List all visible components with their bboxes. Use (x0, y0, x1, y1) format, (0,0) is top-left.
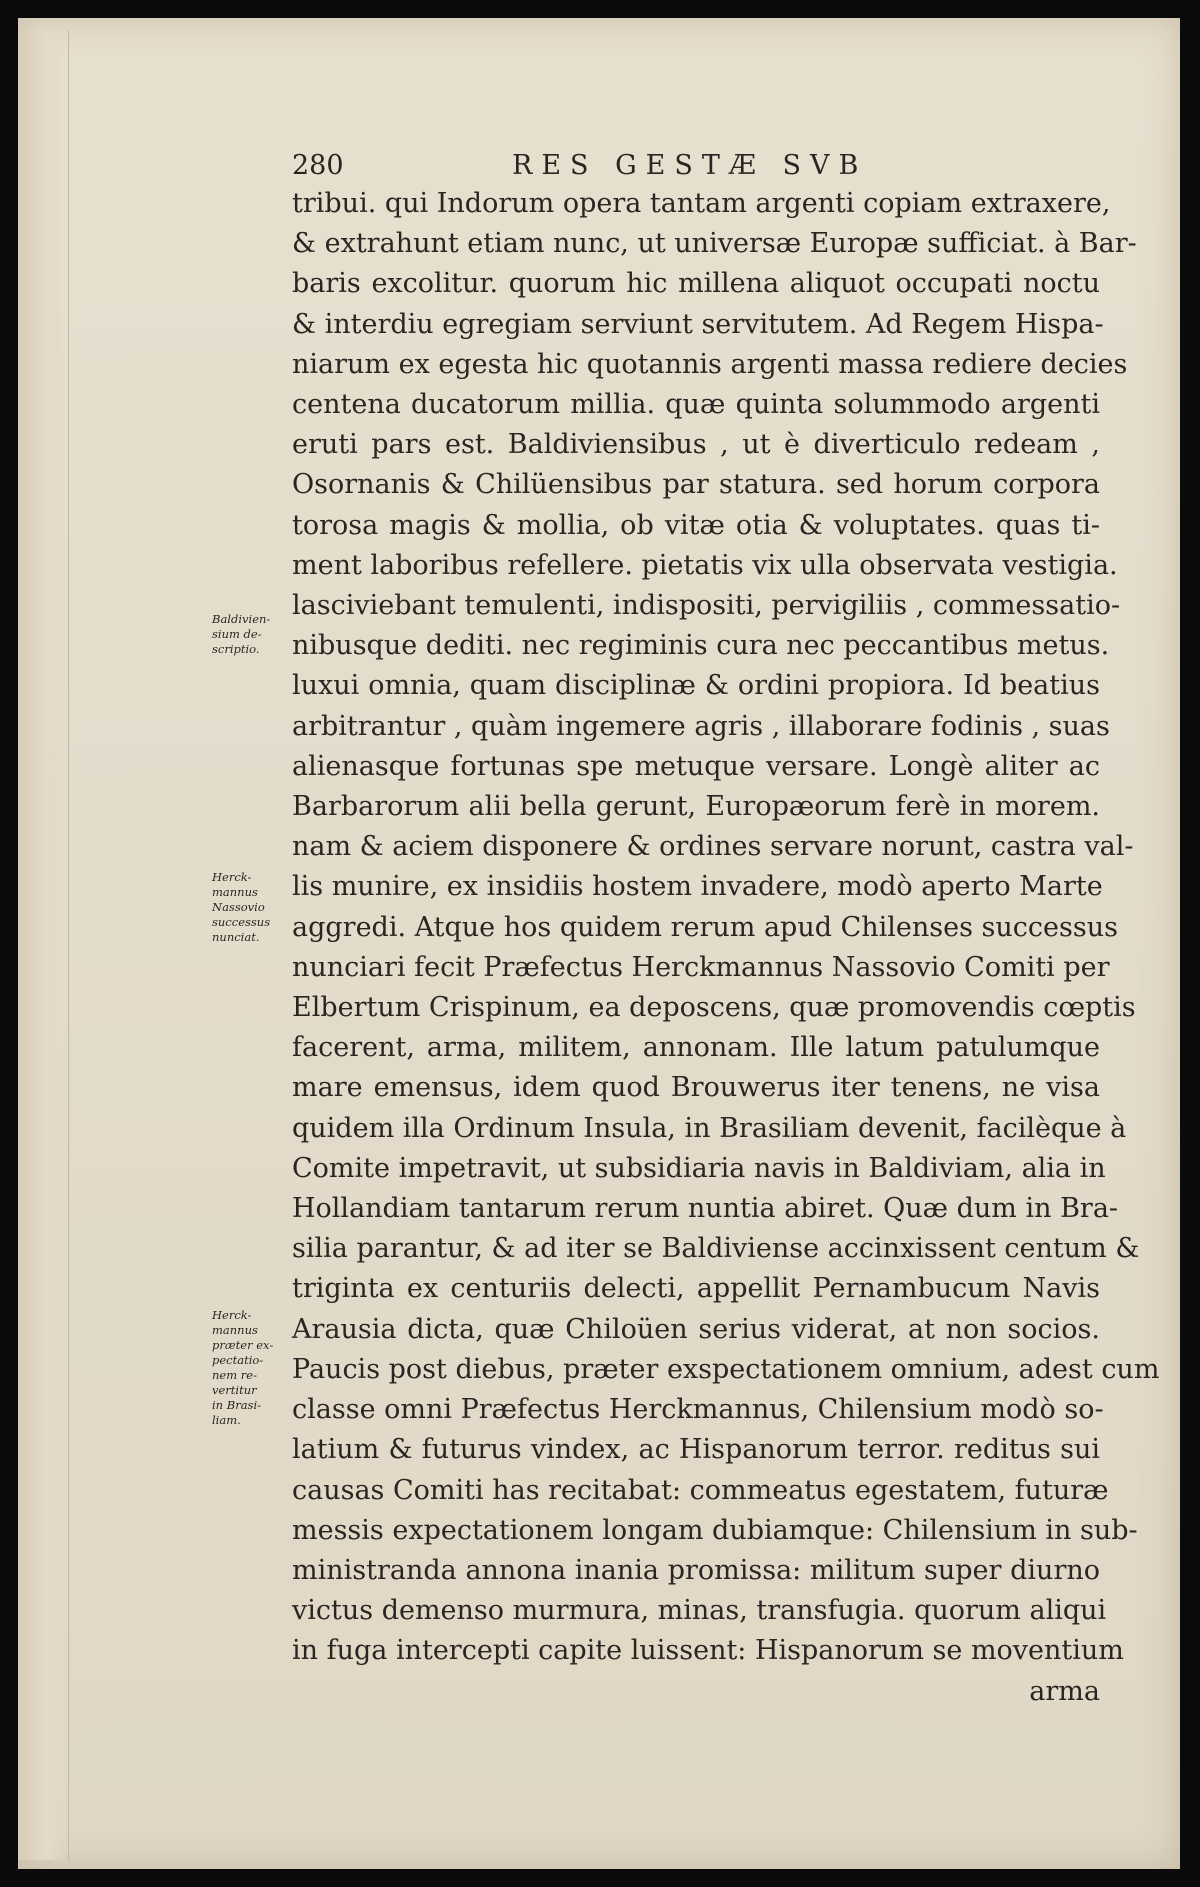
margin-note (212, 870, 290, 945)
margin-note-line: Nassovio (212, 900, 265, 914)
margin-note (212, 1308, 290, 1428)
margin-note-line: mannus (212, 885, 258, 899)
text-line: triginta ex centuriis delecti, appellit Pernambucum Navis (292, 1273, 1100, 1305)
text-line: alienasque fortunas spe metuque versare. Longè aliter ac (292, 750, 1100, 782)
text-line: nunciari fecit Præfectus Herckmannus Nassovio Comiti per (292, 951, 1110, 983)
text-line: Barbarorum alii bella gerunt, Europæorum ferè in morem. (292, 791, 1100, 823)
text-line: mare emensus, idem quod Brouwerus iter tenens, ne visa (292, 1072, 1100, 1104)
text-line: nibusque dediti. nec regiminis cura nec peccantibus metus. (292, 630, 1110, 662)
text-line: arbitrantur , quàm ingemere agris , illaborare fodinis , suas (292, 710, 1110, 742)
text-line: classe omni Præfectus Herckmannus, Chilensium modò so- (292, 1394, 1104, 1426)
margin-note-line: præter ex- (212, 1338, 274, 1352)
text-line: Osornanis & Chilüensibus par statura. sed horum corpora (292, 469, 1100, 501)
margin-note-line: nunciat. (212, 930, 260, 944)
page-number: 280 (292, 150, 344, 181)
body-text (292, 184, 1160, 1712)
margin-note-line: Herck- (212, 1308, 252, 1322)
text-line: latium & futurus vindex, ac Hispanorum terror. reditus sui (292, 1434, 1100, 1466)
text-line: baris excolitur. quorum hic millena aliquot occupati noctu (292, 268, 1100, 300)
text-line: lis munire, ex insidiis hostem invadere, modò aperto Marte (292, 871, 1103, 903)
text-line: ministranda annona inania promissa: militum super diurno (292, 1554, 1100, 1586)
text-line: messis expectationem longam dubiamque: Chilensium in sub- (292, 1514, 1138, 1546)
catchword: arma (1029, 1675, 1100, 1707)
text-line: torosa magis & mollia, ob vitæ otia & voluptates. quas ti- (292, 509, 1100, 541)
margin-note-line: successus (212, 915, 271, 929)
text-line: Elbertum Crispinum, ea deposcens, quæ promovendis cœptis (292, 992, 1136, 1024)
running-head: RES GESTÆ SVB (512, 150, 868, 181)
margin-note-line: in Brasi- (212, 1398, 262, 1412)
text-line: lasciviebant temulenti, indispositi, pervigiliis , commessatio- (292, 590, 1121, 622)
text-line: & extrahunt etiam nunc, ut universæ Europæ sufficiat. à Bar- (292, 228, 1137, 260)
margin-note-line: scriptio. (212, 642, 260, 656)
text-line: niarum ex egesta hic quotannis argenti massa rediere decies (292, 348, 1128, 380)
page-edge (18, 30, 69, 1860)
text-line: tribui. qui Indorum opera tantam argenti copiam extraxere, (292, 188, 1111, 219)
margin-note-line: mannus (212, 1323, 258, 1337)
text-line: nam & aciem disponere & ordines servare norunt, castra val- (292, 831, 1134, 863)
margin-note-line: Herck- (212, 870, 252, 884)
text-line: eruti pars est. Baldiviensibus , ut è diverticulo redeam , (292, 429, 1100, 461)
text-line: silia parantur, & ad iter se Baldiviense accinxissent centum & (292, 1233, 1140, 1265)
text-line: Paucis post diebus, præter exspectationem omnium, adest cum (292, 1353, 1160, 1385)
text-line: Arausia dicta, quæ Chiloüen serius viderat, at non socios. (292, 1313, 1100, 1345)
margin-note-line: Baldivien- (212, 612, 271, 626)
text-line: luxui omnia, quam disciplinæ & ordini propiora. Id beatius (292, 670, 1100, 702)
margin-note-line: vertitur (212, 1383, 257, 1397)
text-line: in fuga intercepti capite luissent: Hispanorum se moventium (292, 1635, 1124, 1667)
margin-note-line: pectatio- (212, 1353, 264, 1367)
margin-note-line: nem re- (212, 1368, 257, 1382)
margin-note-line: liam. (212, 1413, 241, 1427)
text-line: centena ducatorum millia. quæ quinta solummodo argenti (292, 389, 1100, 421)
text-line: aggredi. Atque hos quidem rerum apud Chilenses successus (292, 911, 1118, 943)
text-line: victus demenso murmura, minas, transfugia. quorum aliqui (292, 1595, 1107, 1627)
margin-note-line: sium de- (212, 627, 262, 641)
text-line: & interdiu egregiam serviunt servitutem. Ad Regem Hispa- (292, 308, 1104, 340)
text-line: quidem illa Ordinum Insula, in Brasiliam devenit, facilèque à (292, 1112, 1127, 1144)
text-line: ment laboribus refellere. pietatis vix ulla observata vestigia. (292, 549, 1118, 581)
text-line: Comite impetravit, ut subsidiaria navis in Baldiviam, alia in (292, 1152, 1106, 1184)
margin-note (212, 612, 290, 657)
text-line: Hollandiam tantarum rerum nuntia abiret. Quæ dum in Bra- (292, 1193, 1119, 1225)
text-line: facerent, arma, militem, annonam. Ille latum patulumque (292, 1032, 1100, 1064)
text-line: causas Comiti has recitabat: commeatus egestatem, futuræ (292, 1474, 1109, 1506)
